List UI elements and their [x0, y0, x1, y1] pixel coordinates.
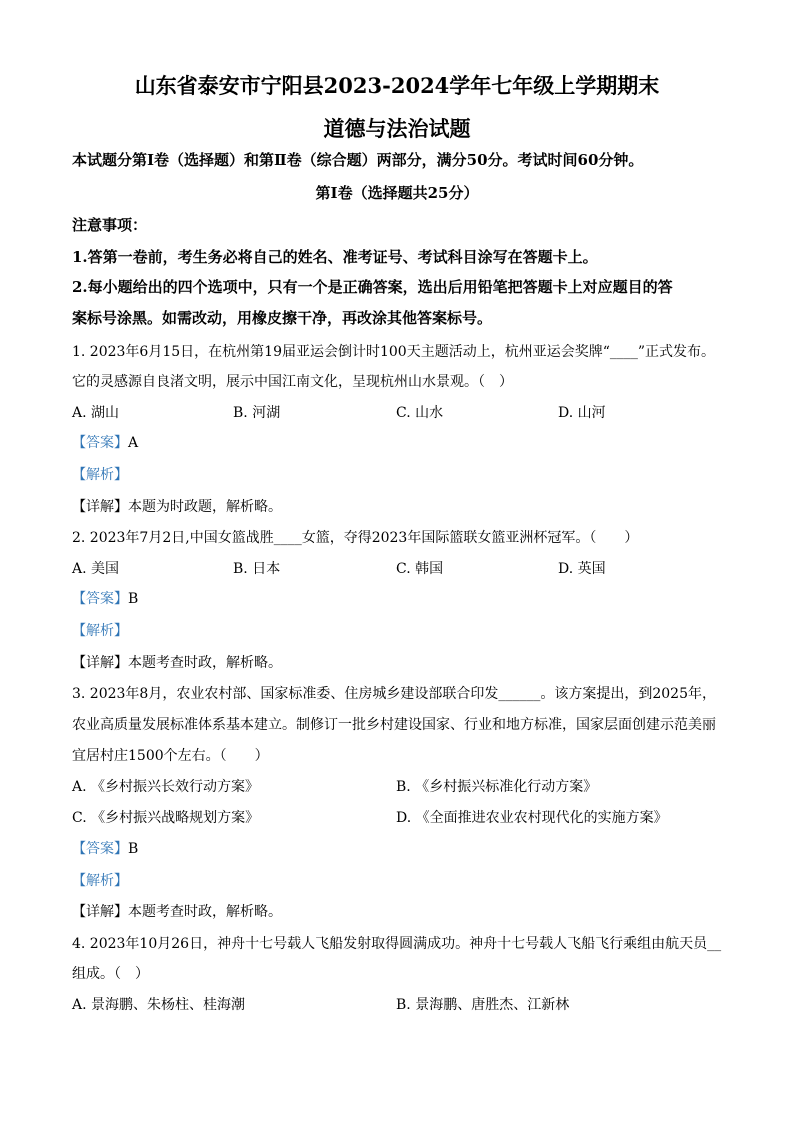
answer-tag: 【答案】	[72, 435, 128, 451]
answer-value: B	[128, 591, 139, 607]
detail-text: 本题考查时政，解析略。	[128, 655, 282, 671]
question-3-answer	[72, 838, 138, 858]
question-3-detail	[72, 901, 282, 921]
document-title: 山东省泰安市宁阳县2023-2024学年七年级上学期期末	[134, 73, 660, 98]
question-1-detail	[72, 496, 282, 516]
question-3-option-b: B. 《乡村振兴标准化行动方案》	[396, 779, 598, 795]
section-heading: 第Ⅰ卷（选择题共25分）	[315, 184, 479, 202]
question-1-analysis	[72, 464, 128, 484]
question-3-line-3: 宜居村庄1500个左右。（ ）	[72, 748, 269, 764]
question-2-option-a: A. 美国	[72, 561, 120, 577]
answer-tag: 【答案】	[72, 841, 128, 857]
notes-heading: 注意事项：	[72, 216, 148, 234]
question-1-option-a: A. 湖山	[72, 405, 120, 421]
answer-value: A	[128, 435, 139, 451]
question-2-option-c: C. 韩国	[396, 561, 444, 577]
detail-tag: 【详解】	[72, 904, 128, 920]
detail-tag: 【详解】	[72, 499, 128, 515]
answer-value: B	[128, 841, 139, 857]
question-3-analysis	[72, 870, 128, 890]
question-2-line-1: 2. 2023年7月2日,中国女篮战胜____女篮，夺得2023年国际篮联女篮亚洲杯冠军。（ ）	[72, 530, 639, 546]
question-2-analysis	[72, 620, 128, 640]
detail-text: 本题考查时政，解析略。	[128, 904, 282, 920]
question-4-line-2: 组成。（ ）	[72, 966, 149, 982]
document-subtitle: 道德与法治试题	[323, 116, 471, 141]
question-3-line-1: 3. 2023年8月，农业农村部、国家标准委、住房城乡建设部联合印发______。该方案提出，到2025年，	[72, 686, 716, 702]
detail-tag: 【详解】	[72, 655, 128, 671]
question-4-line-1: 4. 2023年10月26日，神舟十七号载人飞船发射取得圆满成功。神舟十七号载人飞船飞行乘组由航天员__	[72, 936, 722, 952]
question-1-option-d: D. 山河	[558, 405, 606, 421]
analysis-tag: 【解析】	[72, 467, 128, 483]
question-3-option-d: D. 《全面推进农业农村现代化的实施方案》	[396, 810, 668, 826]
question-2-answer	[72, 588, 138, 608]
question-3-option-c: C. 《乡村振兴战略规划方案》	[72, 810, 260, 826]
question-2-option-b: B. 日本	[233, 561, 281, 577]
question-3-line-2: 农业高质量发展标准体系基本建立。制修订一批乡村建设国家、行业和地方标准，国家层面创建示范美丽	[72, 717, 716, 733]
answer-tag: 【答案】	[72, 591, 128, 607]
note-2-line-1: 2.每小题给出的四个选项中，只有一个是正确答案，选出后用铅笔把答题卡上对应题目的答	[72, 278, 673, 296]
question-1-line-1: 1. 2023年6月15日，在杭州第19届亚运会倒计时100天主题活动上，杭州亚运会奖牌“____”正式发布。	[72, 344, 716, 360]
note-1: 1.答第一卷前，考生务必将自己的姓名、准考证号、考试科目涂写在答题卡上。	[72, 248, 598, 266]
question-1-option-b: B. 河湖	[233, 405, 281, 421]
question-4-option-a: A. 景海鹏、朱杨柱、桂海潮	[72, 997, 246, 1013]
question-1-answer	[72, 432, 138, 452]
question-1-line-2: 它的灵感源自良渚文明，展示中国江南文化，呈现杭州山水景观。（ ）	[72, 374, 513, 390]
question-2-option-d: D. 英国	[558, 561, 606, 577]
analysis-tag: 【解析】	[72, 623, 128, 639]
question-1-option-c: C. 山水	[396, 405, 444, 421]
question-4-option-b: B. 景海鹏、唐胜杰、江新林	[396, 997, 570, 1013]
analysis-tag: 【解析】	[72, 873, 128, 889]
note-2-line-2: 案标号涂黑。如需改动，用橡皮擦干净，再改涂其他答案标号。	[72, 309, 493, 327]
exam-scope-text: 本试题分第Ⅰ卷（选择题）和第Ⅱ卷（综合题）两部分，满分50分。考试时间60分钟。	[72, 151, 644, 169]
question-3-option-a: A. 《乡村振兴长效行动方案》	[72, 779, 260, 795]
detail-text: 本题为时政题，解析略。	[128, 499, 282, 515]
question-2-detail	[72, 652, 282, 672]
